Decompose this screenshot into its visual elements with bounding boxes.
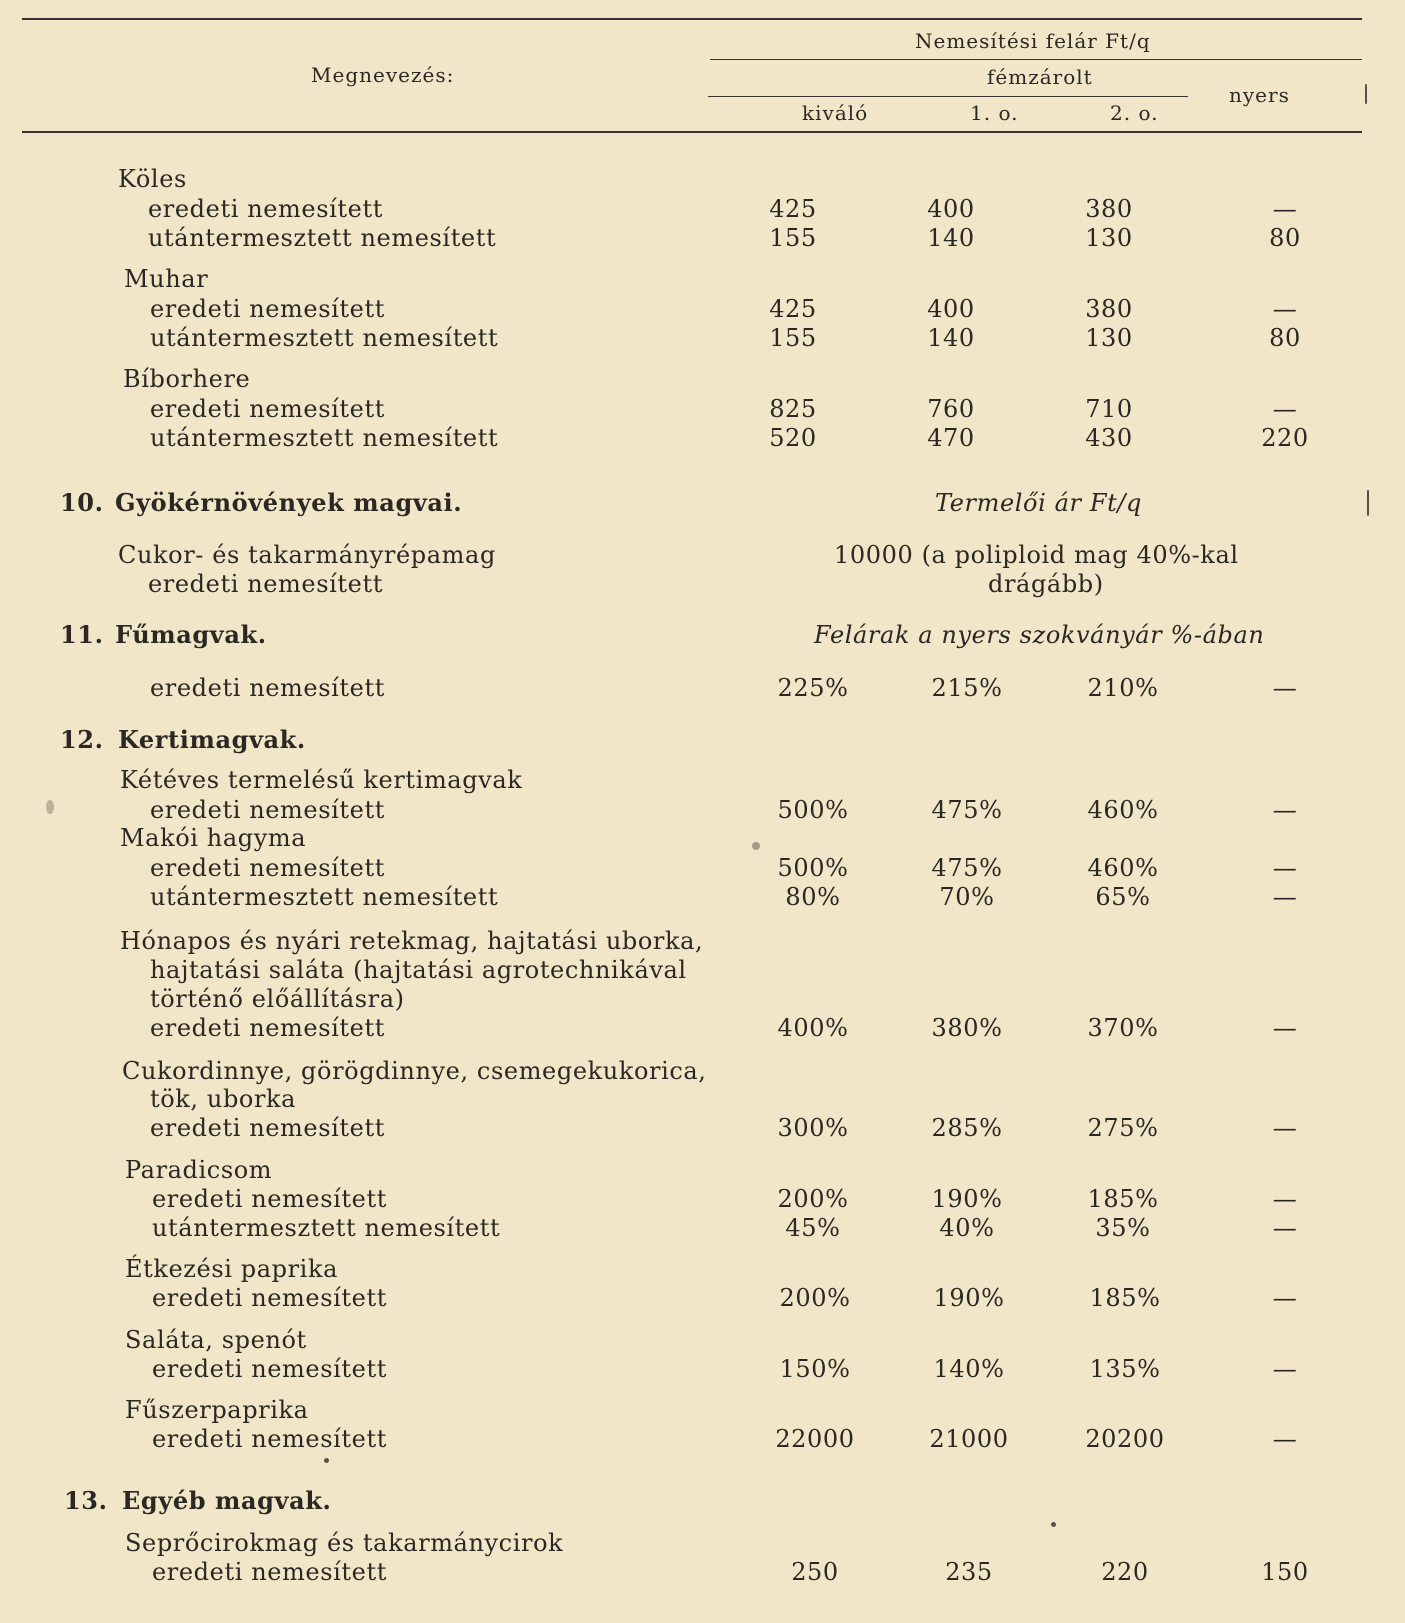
value-excellent: 155 [769,324,817,352]
value-first: 475% [931,854,1003,882]
scan-speck [1367,490,1369,516]
value-raw: — [1272,1355,1298,1383]
row-label: eredeti nemesített [150,1014,385,1042]
value-second: 460% [1087,796,1159,824]
value-first: 400 [927,295,975,323]
row-label: eredeti nemesített [150,854,385,882]
group-label-continued: hajtatási saláta (hajtatási agrotechnikával [150,956,687,984]
value-second: 185% [1089,1284,1161,1312]
row-label: eredeti nemesített [150,295,385,323]
table-row [0,394,1405,424]
scan-speck [1365,84,1367,104]
row-label: eredeti nemesített [150,796,385,824]
value-second: 370% [1087,1014,1159,1042]
value-first: 190% [931,1185,1003,1213]
section-title: Gyökérnövények magvai. [115,488,463,517]
row-label: utántermesztett nemesített [150,424,499,452]
value-raw: — [1272,1214,1298,1242]
section-note: Felárak a nyers szokványár %-ában [814,621,1265,649]
section-title: Kertimagvak. [118,725,306,754]
table-row [0,294,1405,324]
value-second: 65% [1095,883,1151,911]
value-raw: — [1272,395,1298,423]
value-first: 380% [931,1014,1003,1042]
value-first: 475% [931,796,1003,824]
value-excellent: 200% [779,1284,851,1312]
group-label: Seprőcirokmag és takarmánycirok [125,1529,564,1557]
designation-header: Megnevezés: [311,63,455,87]
value-raw: 80 [1269,224,1301,252]
group-label: Cukordinnye, görögdinnye, csemegekukorica, [122,1057,707,1085]
value-excellent: 825 [769,395,817,423]
group-label: Muhar [124,265,209,293]
group-header-rule [710,59,1362,60]
table-row [0,223,1405,253]
table-row [0,1424,1405,1454]
row-label: eredeti nemesített [148,195,383,223]
group-label: Köles [118,165,187,193]
value-raw: — [1272,883,1298,911]
row-label: eredeti nemesített [150,674,385,702]
value-excellent: 225% [777,674,849,702]
value-first: 140% [933,1355,1005,1383]
section-number: 13. [64,1486,108,1515]
producer-price: 10000 (a poliploid mag 40%-kal [834,541,1239,569]
row-label: eredeti nemesített [152,1284,387,1312]
table-row [0,1354,1405,1384]
table-row [0,323,1405,353]
value-second: 380 [1085,195,1133,223]
row-label: eredeti nemesített [150,1114,385,1142]
value-excellent: 500% [777,796,849,824]
row-label: eredeti nemesített [152,1425,387,1453]
value-first: 140 [927,324,975,352]
value-raw: — [1272,1014,1298,1042]
section-number: 11. [60,620,104,649]
value-second: 460% [1087,854,1159,882]
value-raw: — [1272,854,1298,882]
value-second: 380 [1085,295,1133,323]
section-title: Egyéb magvak. [122,1486,332,1515]
scan-speck [324,1458,329,1463]
value-raw: — [1272,1114,1298,1142]
value-raw: — [1272,1284,1298,1312]
group-label: Kétéves termelésű kertimagvak [120,766,523,794]
value-first: 470 [927,424,975,452]
value-second: 185% [1087,1185,1159,1213]
group-label: Saláta, spenót [125,1326,307,1354]
value-first: 40% [939,1214,995,1242]
section-note: Termelői ár Ft/q [935,489,1142,517]
table-row [0,1283,1405,1313]
value-excellent: 400% [777,1014,849,1042]
table-row [0,673,1405,703]
scan-speck [46,800,54,814]
value-first: 215% [931,674,1003,702]
row-label: eredeti nemesített [148,570,383,598]
section-number: 10. [60,488,104,517]
section-number: 12. [60,725,104,754]
producer-price-continued: drágább) [988,570,1104,598]
column-header-first: 1. o. [970,101,1019,125]
value-second: 130 [1085,224,1133,252]
value-second: 20200 [1085,1425,1165,1453]
value-first: 760 [927,395,975,423]
group-label: Hónapos és nyári retekmag, hajtatási uborka, [120,927,704,955]
table-row [0,853,1405,883]
row-label: utántermesztett nemesített [150,883,499,911]
section-title: Fűmagvak. [115,620,267,649]
value-second: 275% [1087,1114,1159,1142]
value-excellent: 150% [779,1355,851,1383]
value-first: 190% [933,1284,1005,1312]
value-excellent: 520 [769,424,817,452]
row-label: eredeti nemesített [150,395,385,423]
group-label-continued: történő előállításra) [150,985,405,1013]
row-label: eredeti nemesített [152,1355,387,1383]
value-excellent: 155 [769,224,817,252]
value-raw: 80 [1269,324,1301,352]
value-raw: — [1272,195,1298,223]
table-row [0,1113,1405,1143]
group-label: Fűszerpaprika [125,1396,309,1424]
group-label: Paradicsom [125,1156,273,1184]
value-excellent: 22000 [775,1425,855,1453]
value-excellent: 300% [777,1114,849,1142]
row-label: utántermesztett nemesített [150,324,499,352]
value-raw: — [1272,674,1298,702]
scan-speck [752,842,760,850]
row-label: eredeti nemesített [152,1558,387,1586]
value-excellent: 200% [777,1185,849,1213]
sealed-header: fémzárolt [987,65,1093,89]
scan-speck [1051,1522,1056,1527]
value-second: 710 [1085,395,1133,423]
value-second: 430 [1085,424,1133,452]
column-header-second: 2. o. [1110,101,1159,125]
value-first: 400 [927,195,975,223]
price-group-header: Nemesítési felár Ft/q [915,29,1151,53]
value-raw: — [1272,796,1298,824]
row-label: utántermesztett nemesített [152,1214,501,1242]
value-excellent: 425 [769,195,817,223]
group-label-continued: tök, uborka [150,1085,297,1113]
value-excellent: 500% [777,854,849,882]
value-raw: 220 [1261,424,1309,452]
table-row [0,882,1405,912]
group-label: Cukor- és takarmányrépamag [118,541,496,569]
group-label: Bíborhere [123,365,251,393]
group-label: Makói hagyma [120,824,307,852]
value-second: 220 [1101,1558,1149,1586]
header-bottom-rule [22,131,1362,133]
table-top-rule [22,18,1362,20]
value-excellent: 80% [785,883,841,911]
value-excellent: 425 [769,295,817,323]
row-label: utántermesztett nemesített [148,224,497,252]
table-row [0,1213,1405,1243]
value-first: 285% [931,1114,1003,1142]
value-raw: 150 [1261,1558,1309,1586]
column-header-raw: nyers [1229,83,1290,107]
group-label: Étkezési paprika [125,1255,339,1283]
table-row [0,1013,1405,1043]
table-row [0,795,1405,825]
value-raw: — [1272,295,1298,323]
value-second: 35% [1095,1214,1151,1242]
value-first: 21000 [929,1425,1009,1453]
table-row [0,1184,1405,1214]
value-first: 235 [945,1558,993,1586]
table-row [0,194,1405,224]
value-second: 130 [1085,324,1133,352]
table-row [0,423,1405,453]
column-header-excellent: kiváló [802,101,869,125]
value-first: 140 [927,224,975,252]
value-excellent: 250 [791,1558,839,1586]
value-raw: — [1272,1185,1298,1213]
row-label: eredeti nemesített [152,1185,387,1213]
value-excellent: 45% [785,1214,841,1242]
table-row [0,1557,1405,1587]
value-second: 210% [1087,674,1159,702]
value-raw: — [1272,1425,1298,1453]
value-first: 70% [939,883,995,911]
value-second: 135% [1089,1355,1161,1383]
